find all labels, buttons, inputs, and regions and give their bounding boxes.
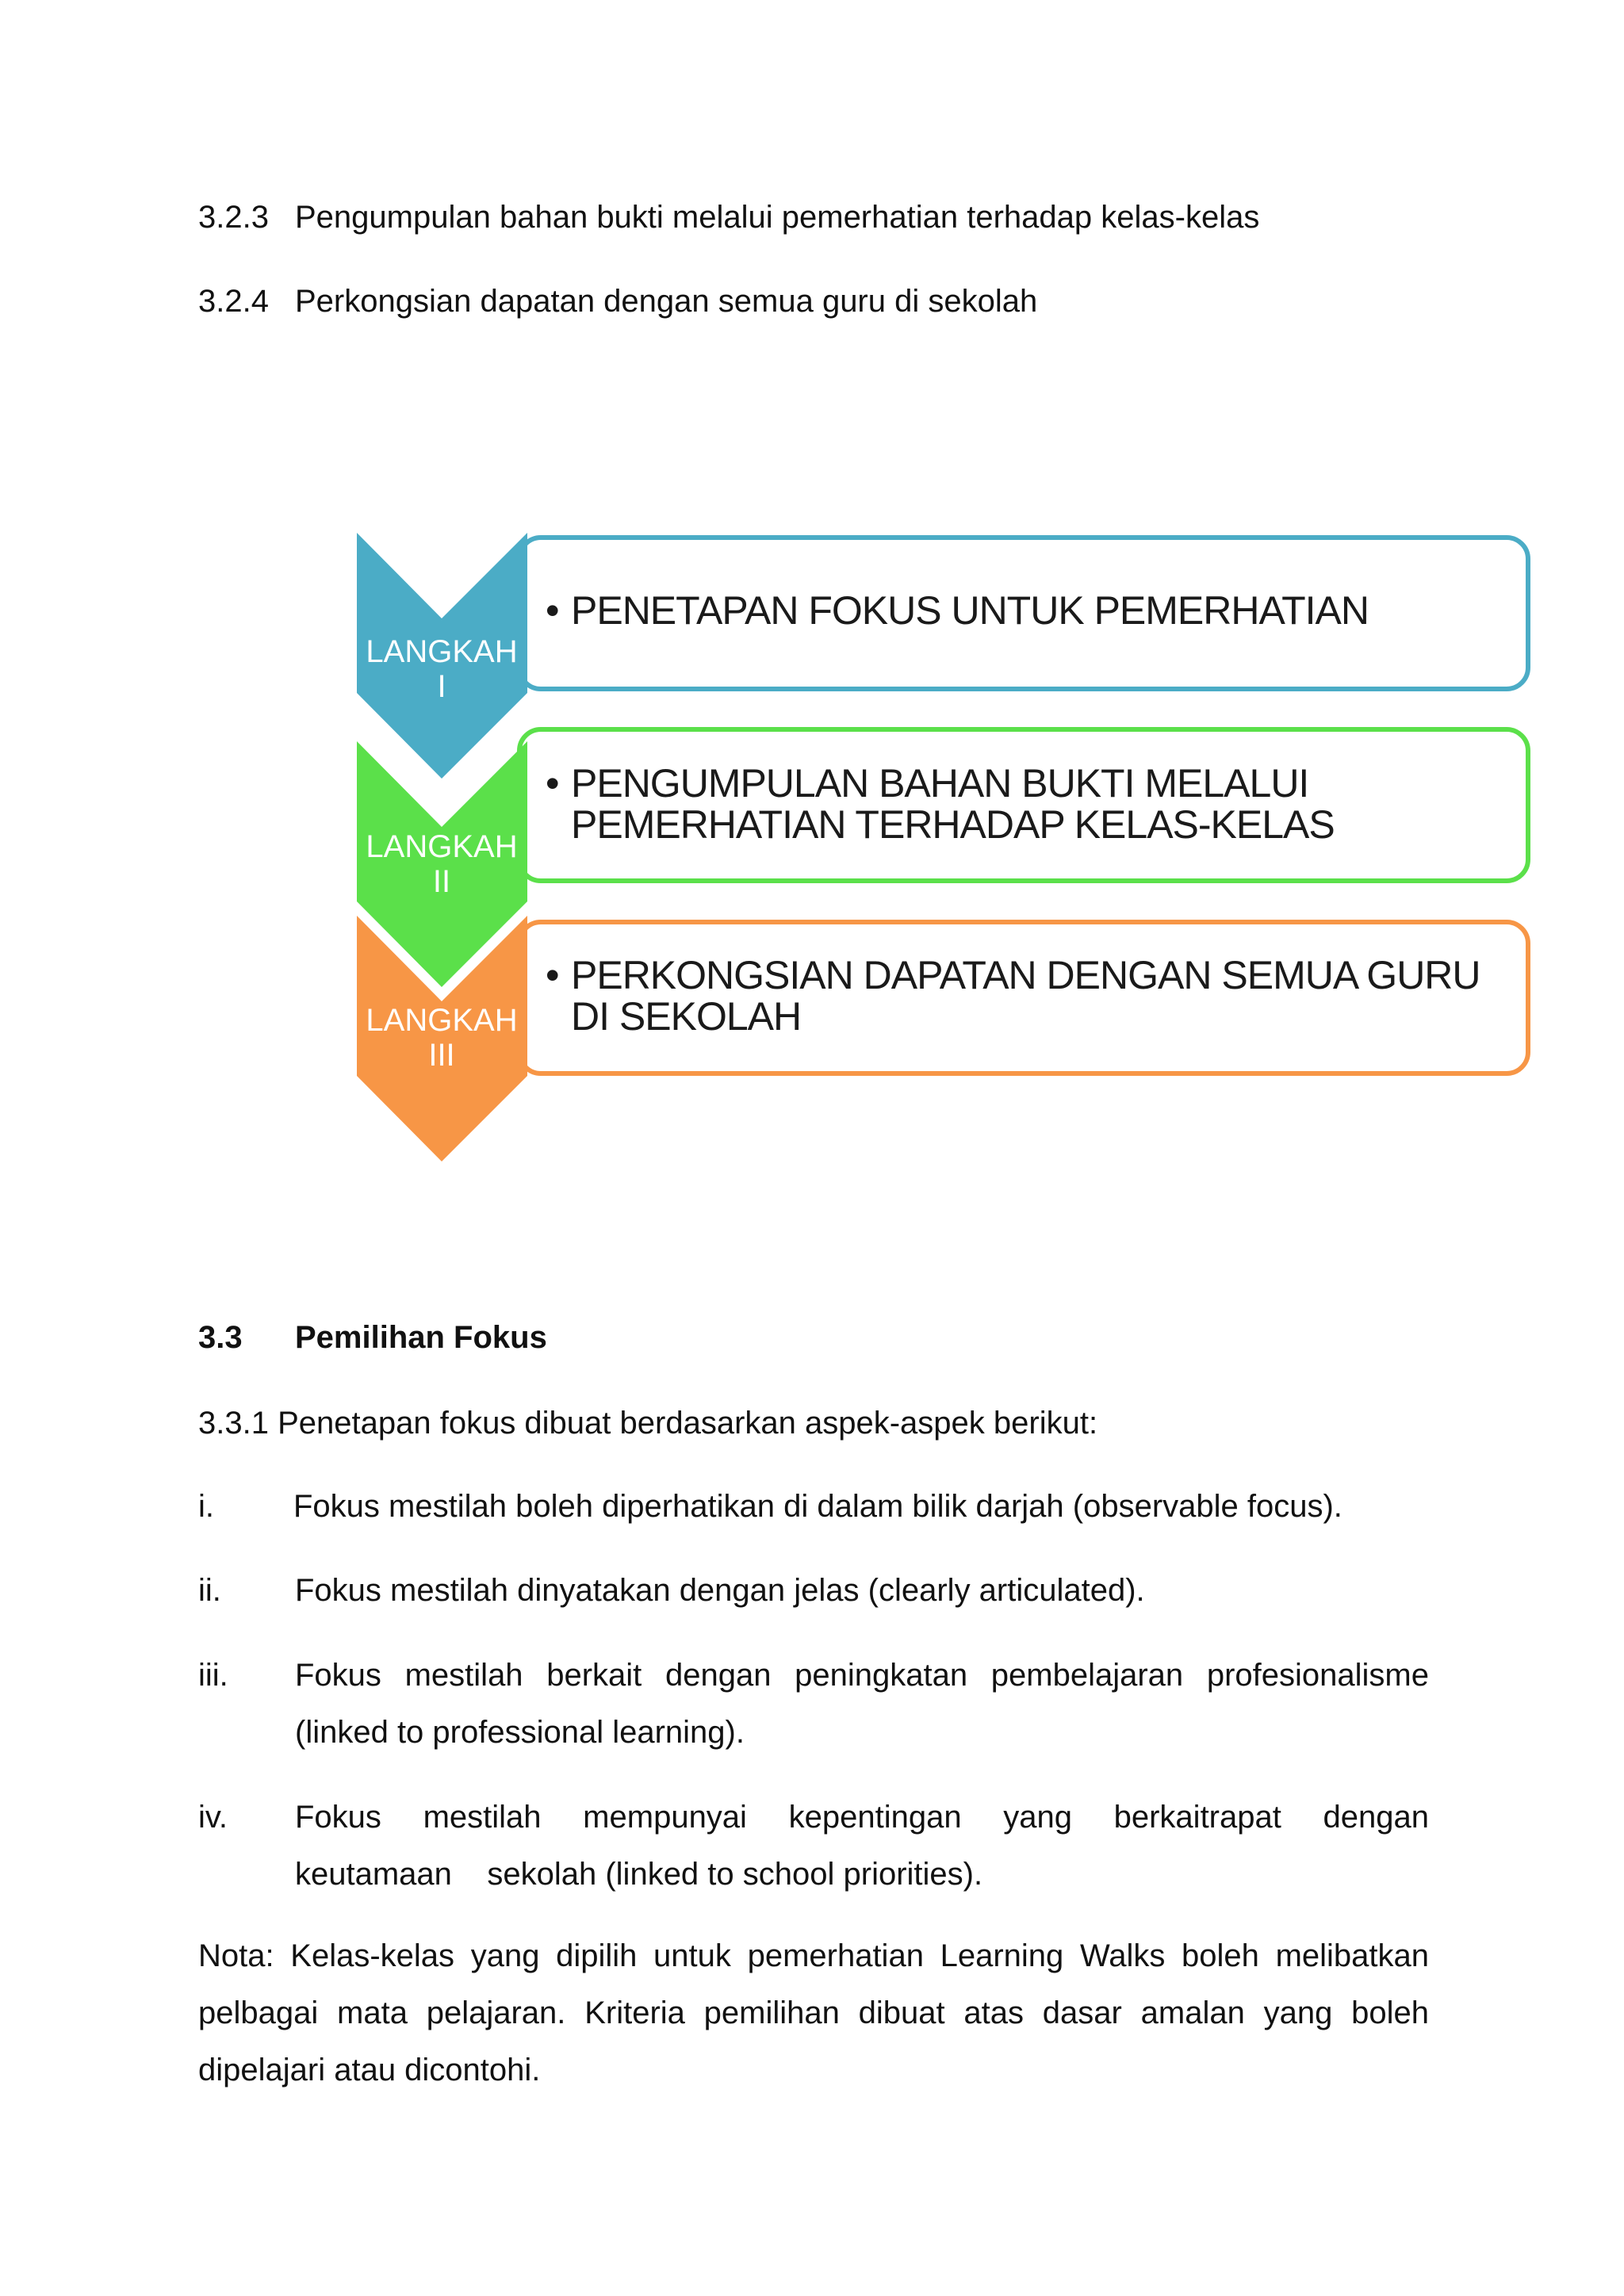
step-label-2: LANGKAH II bbox=[366, 829, 518, 899]
step-text-2-line-2: PEMERHATIAN TERHADAP KELAS-KELAS bbox=[571, 802, 1335, 847]
subsection-3-3-1: 3.3.1 Penetapan fokus dibuat berdasarkan aspek-aspek berikut: bbox=[198, 1406, 1098, 1441]
list-item-text-line-2: keutamaan sekolah (linked to school priorities). bbox=[295, 1857, 983, 1892]
step-bullet-3: • bbox=[546, 953, 560, 997]
step-text-1-line-1: PENETAPAN FOKUS UNTUK PEMERHATIAN bbox=[571, 588, 1369, 633]
list-item-text: Fokus mestilah dinyatakan dengan jelas (clearly articulated). bbox=[295, 1573, 1145, 1608]
nota-line-1: Nota: Kelas-kelas yang dipilih untuk pemerhatian Learning Walks boleh melibatkan bbox=[198, 1938, 1429, 1973]
nota-paragraph bbox=[198, 1927, 1429, 2099]
nota-line-3: dipelajari atau dicontohi. bbox=[198, 2053, 541, 2087]
step-bullet-1: • bbox=[546, 588, 560, 633]
list-item-number: i. bbox=[198, 1489, 214, 1524]
step-text-2-line-1: PENGUMPULAN BAHAN BUKTI MELALUI bbox=[571, 761, 1309, 806]
subsection-number: 3.2.4 bbox=[198, 284, 269, 319]
list-item-iii bbox=[295, 1647, 1429, 1761]
subsection-text: Pengumpulan bahan bukti melalui pemerhatian terhadap kelas-kelas bbox=[295, 200, 1260, 235]
step-label-3: LANGKAH III bbox=[366, 1003, 518, 1073]
subsection-text: Perkongsian dapatan dengan semua guru di sekolah bbox=[295, 284, 1038, 319]
step-text-3-line-2: DI SEKOLAH bbox=[571, 994, 802, 1039]
step-label-1: LANGKAH I bbox=[366, 634, 518, 704]
list-item-iii-number: iii. bbox=[198, 1658, 228, 1693]
list-item-text-line-1: Fokus mestilah mempunyai kepentingan yang berkaitrapat dengan bbox=[295, 1800, 1429, 1835]
step-text-3-line-1: PERKONGSIAN DAPATAN DENGAN SEMUA GURU bbox=[571, 953, 1480, 997]
subsection-number: 3.2.3 bbox=[198, 200, 269, 235]
section-number: 3.3 bbox=[198, 1320, 243, 1355]
list-item-text: Fokus mestilah boleh diperhatikan di dalam bilik darjah (observable focus). bbox=[293, 1489, 1342, 1524]
list-item-iv bbox=[295, 1789, 1429, 1903]
nota-line-2: pelbagai mata pelajaran. Kriteria pemilihan dibuat atas dasar amalan yang boleh bbox=[198, 1996, 1429, 2030]
list-item-text-line-1: Fokus mestilah berkait dengan peningkatan pembelajaran profesionalisme bbox=[295, 1658, 1429, 1693]
list-item-number: ii. bbox=[198, 1573, 221, 1608]
list-item-iv-number: iv. bbox=[198, 1800, 228, 1835]
list-item-text-line-2: (linked to professional learning). bbox=[295, 1715, 745, 1750]
step-bullet-2: • bbox=[546, 761, 560, 806]
section-title: Pemilihan Fokus bbox=[295, 1320, 547, 1355]
